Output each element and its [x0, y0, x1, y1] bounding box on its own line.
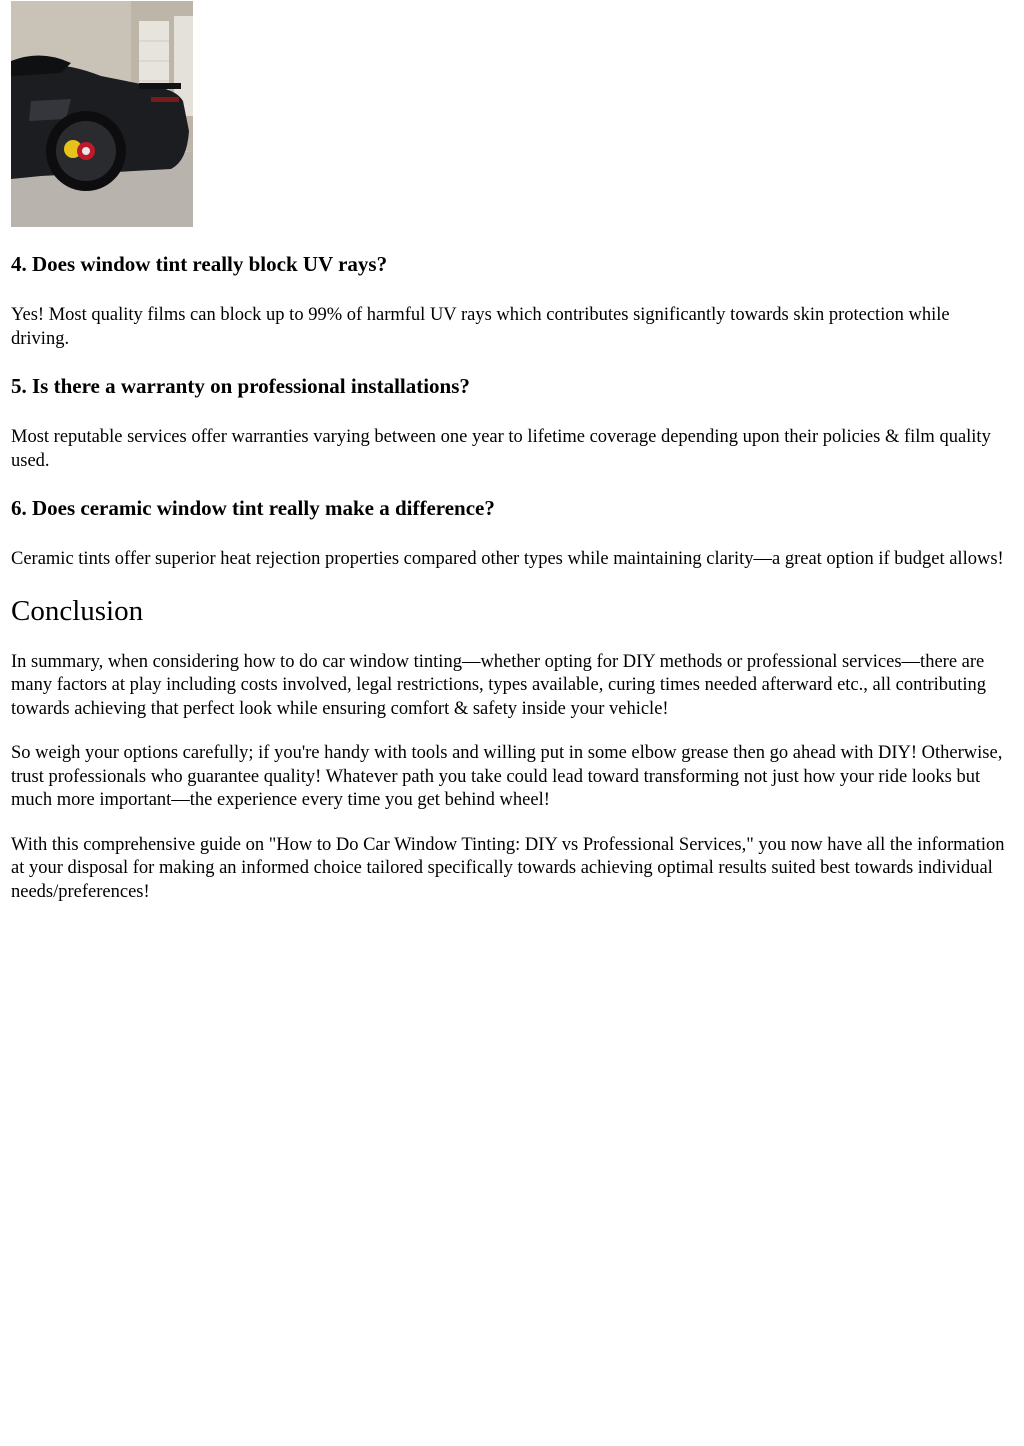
faq-question-5: 5. Is there a warranty on professional installations?	[11, 374, 470, 398]
article-body	[11, 250, 1011, 925]
faq-answer-4: Yes! Most quality films can block up to 99% of harmful UV rays which contributes significantly towards skin protection while driving.	[11, 305, 950, 349]
faq-question-4: 4. Does window tint really block UV rays?	[11, 252, 388, 276]
faq-answer-6: Ceramic tints offer superior heat rejection properties compared other types while maintaining clarity—a great option if budget allows!	[11, 549, 1004, 569]
car-photo	[11, 1, 193, 227]
conclusion-paragraph-2: So weigh your options carefully; if you're handy with tools and willing put in some elbow grease then go ahead with DIY! Otherwise, trust professionals who guarantee quality! Whatever path you take could lead toward transforming not just how your ride looks but much more important—the experience every time you get behind wheel!	[11, 743, 1003, 810]
faq-question-6: 6. Does ceramic window tint really make a difference?	[11, 496, 495, 520]
conclusion-paragraph-3: With this comprehensive guide on "How to Do Car Window Tinting: DIY vs Professional Services," you now have all the information at your disposal for making an informed choice tailored specifically towards achieving optimal results suited best towards individual needs/preferences!	[11, 834, 1005, 902]
conclusion-paragraph-1: In summary, when considering how to do car window tinting—whether opting for DIY methods or professional services—there are many factors at play including costs involved, legal restrictions, types available, curing times needed afterward etc., all contributing towards achieving that perfect look while ensuring comfort & safety inside your vehicle!	[11, 651, 987, 719]
conclusion-heading: Conclusion	[11, 594, 144, 627]
car-photo-icon	[11, 1, 193, 227]
faq-answer-5: Most reputable services offer warranties varying between one year to lifetime coverage depending upon their policies & film quality used.	[11, 427, 991, 471]
